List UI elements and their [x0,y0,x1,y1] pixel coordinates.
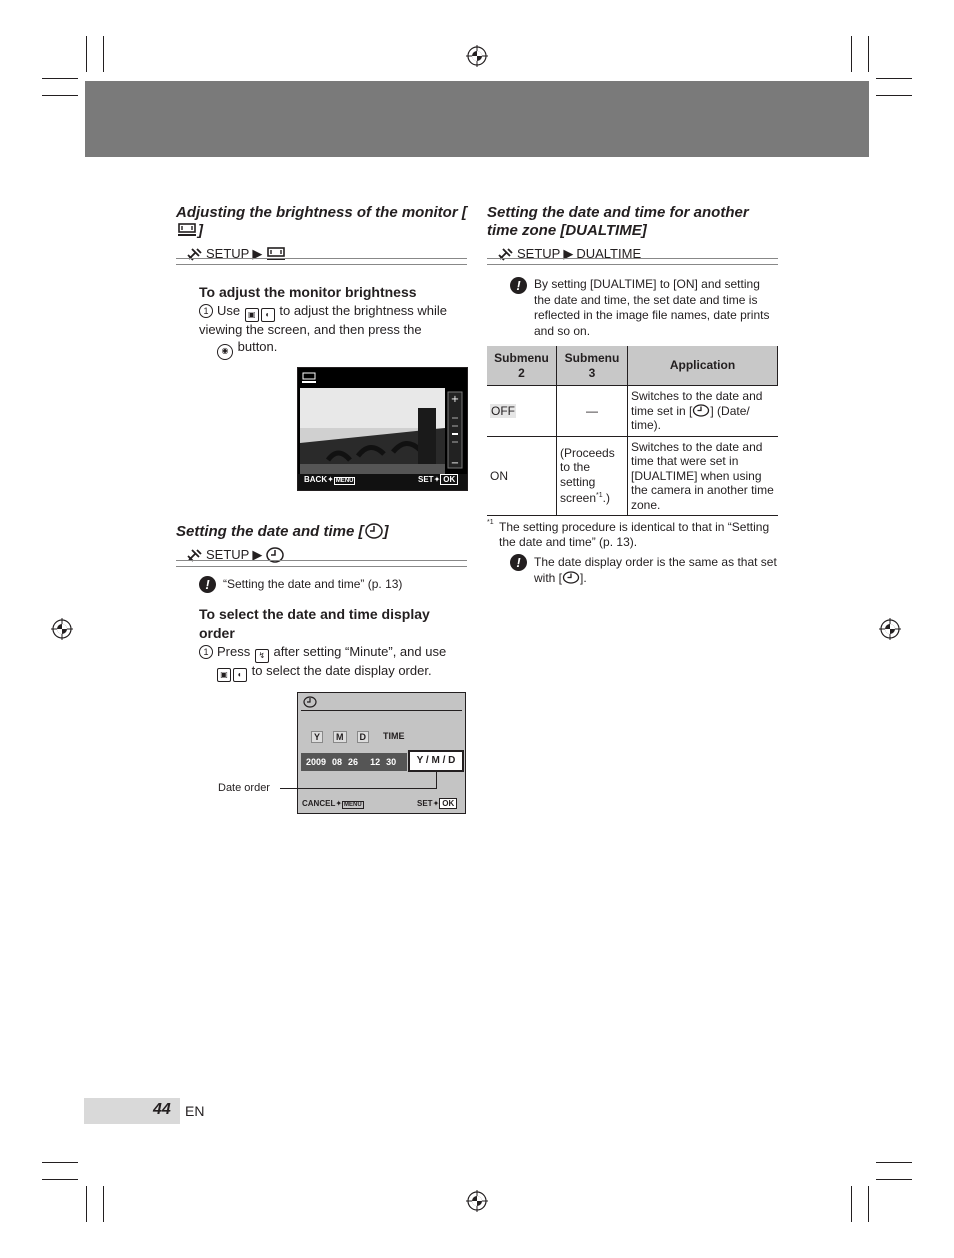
table-cell: ON [487,436,557,516]
arrow-right-icon: ▶ [252,246,263,261]
table-header: Submenu 2 [487,346,557,386]
crop-mark [86,36,87,72]
table-cell: — [557,386,628,437]
dualtime-table [487,346,778,516]
crop-mark [86,1186,87,1222]
lcd-divider [301,710,462,711]
registration-mark-icon [51,618,73,640]
callout-date-order: Date order [218,782,270,794]
table-header-row [487,346,778,386]
step-datetime: 1 Press ↯ after setting “Minute”, and use ▣ ◐ to select the date display order. [199,644,467,682]
clock-icon [562,571,580,584]
flash-right-key-icon: ↯ [255,649,269,663]
clock-icon [364,523,384,539]
table-cell: Switches to the date and time that were set in [DUALTIME] when using the camera in another time zone. [628,436,778,516]
crop-mark [876,78,912,79]
lcd-set-label: SET✦ OK [417,799,457,808]
section-title-dualtime: Setting the date and time for another time zone [DUALTIME] [487,204,749,239]
date-order-box: Y / M / D [408,750,464,772]
callout-line [436,771,437,789]
note-dualtime: By setting [DUALTIME] to [ON] and setting the date and time, the set date and time is reflected in the image file names, date prints and so on. [534,277,770,338]
lcd-set-label: SET✦ OK [418,475,458,484]
down-arrow-key-icon: ◐ [261,308,275,322]
lcd-brightness-screen [297,367,468,491]
path-rule [487,258,778,265]
crop-mark [876,95,912,96]
crop-mark [851,1186,852,1222]
menu-path-monitor: SETUP ▶ [187,246,287,262]
lcd-date-headers: Y M D TIME [311,731,405,743]
table-header: Submenu 3 [557,346,628,386]
monitor-brightness-icon [176,223,198,237]
bridge-photo [298,368,467,490]
crop-mark [868,36,869,72]
caution-icon: ! [199,576,216,593]
ok-func-button-icon: ◉ [217,344,233,360]
lcd-back-label: BACK✦ MENU [304,475,354,484]
callout-line [280,788,437,789]
section-title-datetime: Setting the date and time [ ] [176,523,389,540]
footnote: The setting procedure is identical to that in “Setting the date and time” (p. 13). [499,520,770,549]
down-arrow-key-icon: ◐ [233,668,247,682]
path-rule [176,560,467,567]
registration-mark-icon [879,618,901,640]
path-rule [176,258,467,265]
crop-mark [103,36,104,72]
crop-mark [851,36,852,72]
table-cell: (Proceeds to the setting screen$^{*1}$.) [557,436,628,516]
note-datetime: “Setting the date and time” (p. 13) [223,577,403,591]
up-arrow-key-icon: ▣ [245,308,259,322]
step-number: 1 [199,645,213,659]
svg-text:−: − [450,458,460,469]
section-title-monitor: Adjusting the brightness of the monitor [] [176,204,467,239]
crop-mark [42,78,78,79]
clock-icon [692,404,710,417]
registration-mark-icon [466,1190,488,1212]
table-header: Application [628,346,778,386]
lcd-date-screen [297,692,466,814]
svg-text:+: + [450,394,460,405]
crop-mark [876,1162,912,1163]
subhead-datetime: To select the date and time display order [199,606,430,641]
table-cell: OFF [487,386,557,437]
registration-mark-icon [466,45,488,67]
caution-icon: ! [510,554,527,571]
page-language: EN [185,1103,205,1119]
crop-mark [103,1186,104,1222]
crop-mark [868,1186,869,1222]
step-number: 1 [199,304,213,318]
arrow-right-icon: ▶ [563,246,574,261]
lcd-cancel-label: CANCEL✦ MENU [302,799,362,808]
crop-mark [42,95,78,96]
crop-mark [42,1162,78,1163]
header-bar [85,81,869,157]
clock-icon [303,696,317,708]
subhead-monitor: To adjust the monitor brightness [199,284,417,300]
caution-icon: ! [510,277,527,294]
lcd-date-values: 2009 08 26 12 30 [301,753,407,771]
arrow-right-icon: ▶ [252,547,263,562]
table-row [487,436,778,516]
footnote-mark: *1 [487,519,494,526]
table-cell: Switches to the date and time set in [ ] (Date/ time). [628,386,778,437]
up-arrow-key-icon: ▣ [217,668,231,682]
menu-path-datetime: SETUP ▶ [187,547,285,563]
step-monitor: 1 Use ▣ ◐ to adjust the brightness while viewing the screen, and then press the ◉ button. [199,303,467,360]
menu-path-dualtime: SETUP ▶ DUALTIME [498,246,641,262]
note-dualtime-order: The date display order is the same as that set with [ ]. [534,555,777,585]
table-row [487,386,778,437]
page-number: 44 [153,1101,171,1118]
crop-mark [42,1179,78,1180]
crop-mark [876,1179,912,1180]
